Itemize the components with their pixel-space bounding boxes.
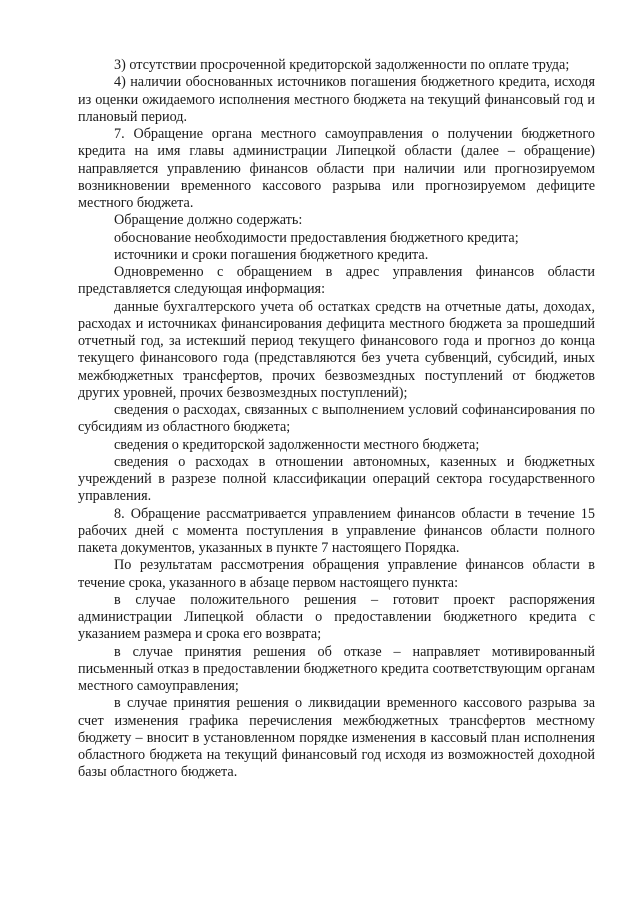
paragraph-positive-decision: в случае положительного решения – готовит проект распоряжения администрации Липецкой области о предоставлении бюджетного кредита с указанием размера и срока его возврата; xyxy=(78,591,595,643)
paragraph-info-intro: Одновременно с обращением в адрес управления финансов области представляется следующая информация: xyxy=(78,264,595,298)
document-page xyxy=(78,57,595,782)
paragraph-refusal: в случае принятия решения об отказе – направляет мотивированный письменный отказ в предоставлении бюджетного кредита соответствующим органам местного самоуправления; xyxy=(78,643,595,694)
paragraph-item-3: 3) отсутствии просроченной кредиторской задолженности по оплате труда; xyxy=(114,57,570,73)
paragraph-cofinancing: сведения о расходах, связанных с выполнением условий софинансирования по субсидиям из областного бюджета; xyxy=(78,402,595,436)
paragraph-content-heading: Обращение должно содержать: xyxy=(114,212,303,229)
paragraph-clause-8: 8. Обращение рассматривается управлением финансов области в течение 15 рабочих дней с момента поступления в управление финансов области полного пакета документов, указанных в пункте 7 настоящего Порядка. xyxy=(78,505,595,556)
paragraph-clause-7: 7. Обращение органа местного самоуправления о получении бюджетного кредита на имя главы администрации Липецкой области (далее – обращение) направляется управлению финансов области при наличии или прогнозируемом возникновении временного кассового разрыва или прогнозируемом дефиците местного бюджета. xyxy=(78,126,595,211)
paragraph-accounting-data: данные бухгалтерского учета об остатках средств на отчетные даты, доходах, расходах и источниках финансирования дефицита местного бюджета за прошедший отчетный год, за истекший период текущего финансового года и прогноз до конца текущего финансового года (представляются без учета субвенций, субсидий, иных межбюджетных трансфертов, прочих безвозмездных поступлений от бюджетов других уровней, прочих безвозмездных поступлений); xyxy=(78,298,595,401)
paragraph-creditor-debt: сведения о кредиторской задолженности местного бюджета; xyxy=(114,436,480,453)
paragraph-institutions: сведения о расходах в отношении автономных, казенных и бюджетных учреждений в разрезе полной классификации операций сектора государственного управления. xyxy=(78,453,595,505)
paragraph-sources: источники и сроки погашения бюджетного кредита. xyxy=(114,246,429,263)
paragraph-item-4: 4) наличии обоснованных источников погашения бюджетного кредита, исходя из оценки ожидаемого исполнения местного бюджета на текущий финансовый год и плановый период. xyxy=(78,74,595,125)
paragraph-gap-liquidation: в случае принятия решения о ликвидации временного кассового разрыва за счет изменения графика перечисления межбюджетных трансфертов местному бюджету – вносит в установленном порядке изменения в кассовый план исполнения областного бюджета на текущий финансовый год исходя из возможностей доходной базы областного бюджета. xyxy=(78,695,595,781)
paragraph-justification: обоснование необходимости предоставления бюджетного кредита; xyxy=(114,229,519,246)
paragraph-review-results: По результатам рассмотрения обращения управление финансов области в течение срока, указанного в абзаце первом настоящего пункта: xyxy=(78,557,595,591)
